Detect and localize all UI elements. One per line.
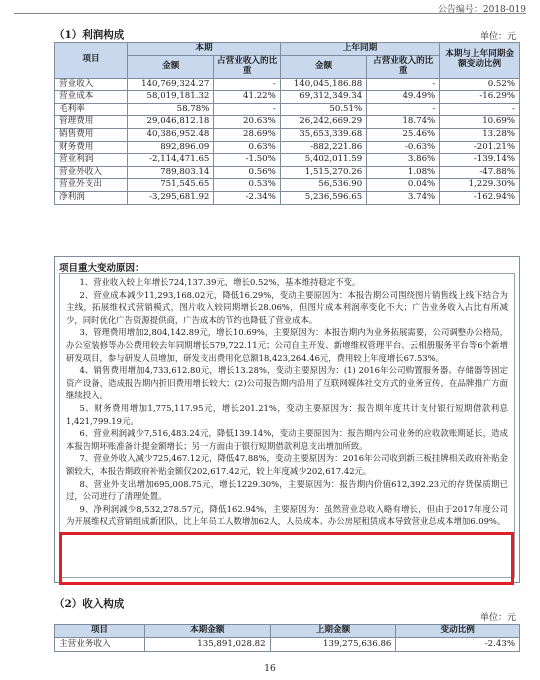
- table-row: 净利润 -3,295,681.92 -2.34% 5,236,596.65 3.74% -162.94%: [55, 191, 520, 204]
- profit-table: [54, 42, 520, 205]
- col-current-amount: 本期金额: [144, 625, 270, 638]
- table-row: 营业外收入 789,803.14 0.56% 1,515,270.26 1.08% -47.88%: [55, 166, 520, 179]
- header-rule: [14, 13, 526, 14]
- table-row: 营业成本 58,019,181.32 41.22% 69,312,349.34 49.49% -16.29%: [55, 91, 520, 104]
- revenue-section-title: （2）收入构成: [54, 598, 125, 610]
- col-current-amount: 金额: [128, 55, 214, 78]
- analysis-paragraph: 8、营业外支出增加695,008.75元，增长1229.30%，主要原因为：报告期内价值612,392.23元的存货保质期已过，公司进行了清理处置。: [66, 478, 508, 502]
- col-prior-amount: 上期金额: [270, 625, 396, 638]
- col-current-ratio: 占营业收入的比重: [214, 55, 280, 78]
- table-row: 主营业务收入 135,891,028.82 139,275,636.86 -2.43%: [55, 637, 520, 651]
- col-prior-period: 上年同期: [280, 43, 439, 56]
- col-prior-ratio: 占营业收入的比重: [367, 55, 440, 78]
- table-row: 毛利率 58.78% - 50.51% - -: [55, 103, 520, 116]
- col-prior-amount: 金额: [280, 55, 366, 78]
- revenue-table: [54, 624, 520, 652]
- report-id: 公告编号：2018-019: [437, 5, 526, 15]
- profit-section-title: （1）利润构成: [54, 29, 125, 41]
- col-change: 本期与上年同期金额变动比例: [440, 43, 520, 79]
- page-number: 16: [264, 664, 276, 674]
- revenue-unit-label: 单位：元: [479, 613, 516, 623]
- analysis-paragraph: 3、管理费用增加2,804,142.89元，增长10.69%，主要原因为：本报告期内为业务拓展需要，公司调整办公格局，办公室装修等办公费用较去年同期增长579,722.11元；公司自主开发、新增维权管理平台、云相册服务平台等6个新增研发项目，参与研发人员增加，研发支出费用化总额18,423,264.46元，费用较上年度增长67.53%。: [66, 327, 508, 363]
- profit-unit-label: 单位：元: [479, 32, 516, 42]
- analysis-paragraph: 1、营业收入较上年增长724,137.39元，增长0.52%，基本维持稳定不变。: [79, 277, 361, 287]
- table-row: 营业利润 -2,114,471.65 -1.50% 5,402,011.59 3.86% -139.14%: [55, 154, 520, 167]
- analysis-paragraph: 5、财务费用增加1,775,117.95元，增长201.21%，变动主要原因为：报告期年度共计支付银行短期借款利息1,421,799.19元。: [66, 402, 508, 426]
- table-row: 销售费用 40,386,952.48 28.69% 35,653,339.68 25.46% 13.28%: [55, 129, 520, 142]
- analysis-paragraph: 7、营业外收入减少725,467.12元，降低47.88%，变动主要原因为：2016年公司收到新三板挂牌相关政府补贴金额较大，本报告期政府补贴金额仅202,617.42元，较上年度减少202,617.42元。: [66, 453, 508, 476]
- analysis-paragraph: 4、销售费用增加4,733,612.80元，增长13.28%，变动主要原因为：(1) 2016年公司购置服务器、存储器等固定资产设备，造成报告期内折旧费用增长较大；(2)公司报告期内沿用了互联网媒体社交方式的业务宣传，在品牌推广方面继续投入。: [66, 365, 508, 401]
- col-item: 项目: [55, 43, 128, 79]
- table-row: 营业收入 140,769,324.27 - 140,045,186.88 - 0.52%: [55, 78, 520, 91]
- col-item: 项目: [55, 625, 145, 638]
- table-row: 营业外支出 751,545.65 0.53% 56,536.90 0.04% 1,229.30%: [55, 179, 520, 192]
- col-change-ratio: 变动比例: [396, 625, 520, 638]
- table-row: 管理费用 29,046,812.18 20.63% 26,242,669.29 18.74% 10.69%: [55, 116, 520, 129]
- red-highlight-box: [59, 532, 514, 585]
- change-analysis-title: 项目重大变动原因：: [59, 263, 145, 274]
- col-current-period: 本期: [128, 43, 281, 56]
- analysis-paragraph: 2、营业成本减少11,293,168.02元，降低16.29%，变动主要原因为：本报告期公司围绕图片销售线上线下结合为主线，拓展维权式营销模式，图片收入较同期增长28.06%，但图片成本利润率变化不大；广告业务收入占比有所减少，同时优化广告资源提供商，广告成本的节约也降低了营业成本。: [66, 289, 508, 325]
- table-row: 财务费用 892,896.09 0.63% -882,221.86 -0.63% -201.21%: [55, 141, 520, 154]
- analysis-paragraph: 6、营业利润减少7,516,483.24元，降低139.14%，变动主要原因为：报告期内公司业务的应收款账期延长，造成本报告期坏账准备计提金额增长；另一方面由于银行短期借款利息支出增加所致。: [66, 428, 508, 451]
- analysis-paragraph-highlighted: 9、净利润减少8,532,278.57元，降低162.94%，主要原因为：虽然营业总收入略有增长，但由于2017年度公司为开展维权式营销组成新团队，比上年员工人数增加62人，人员成本、办公房屋租赁成本导致营业总成本增加6.09%。: [66, 503, 508, 527]
